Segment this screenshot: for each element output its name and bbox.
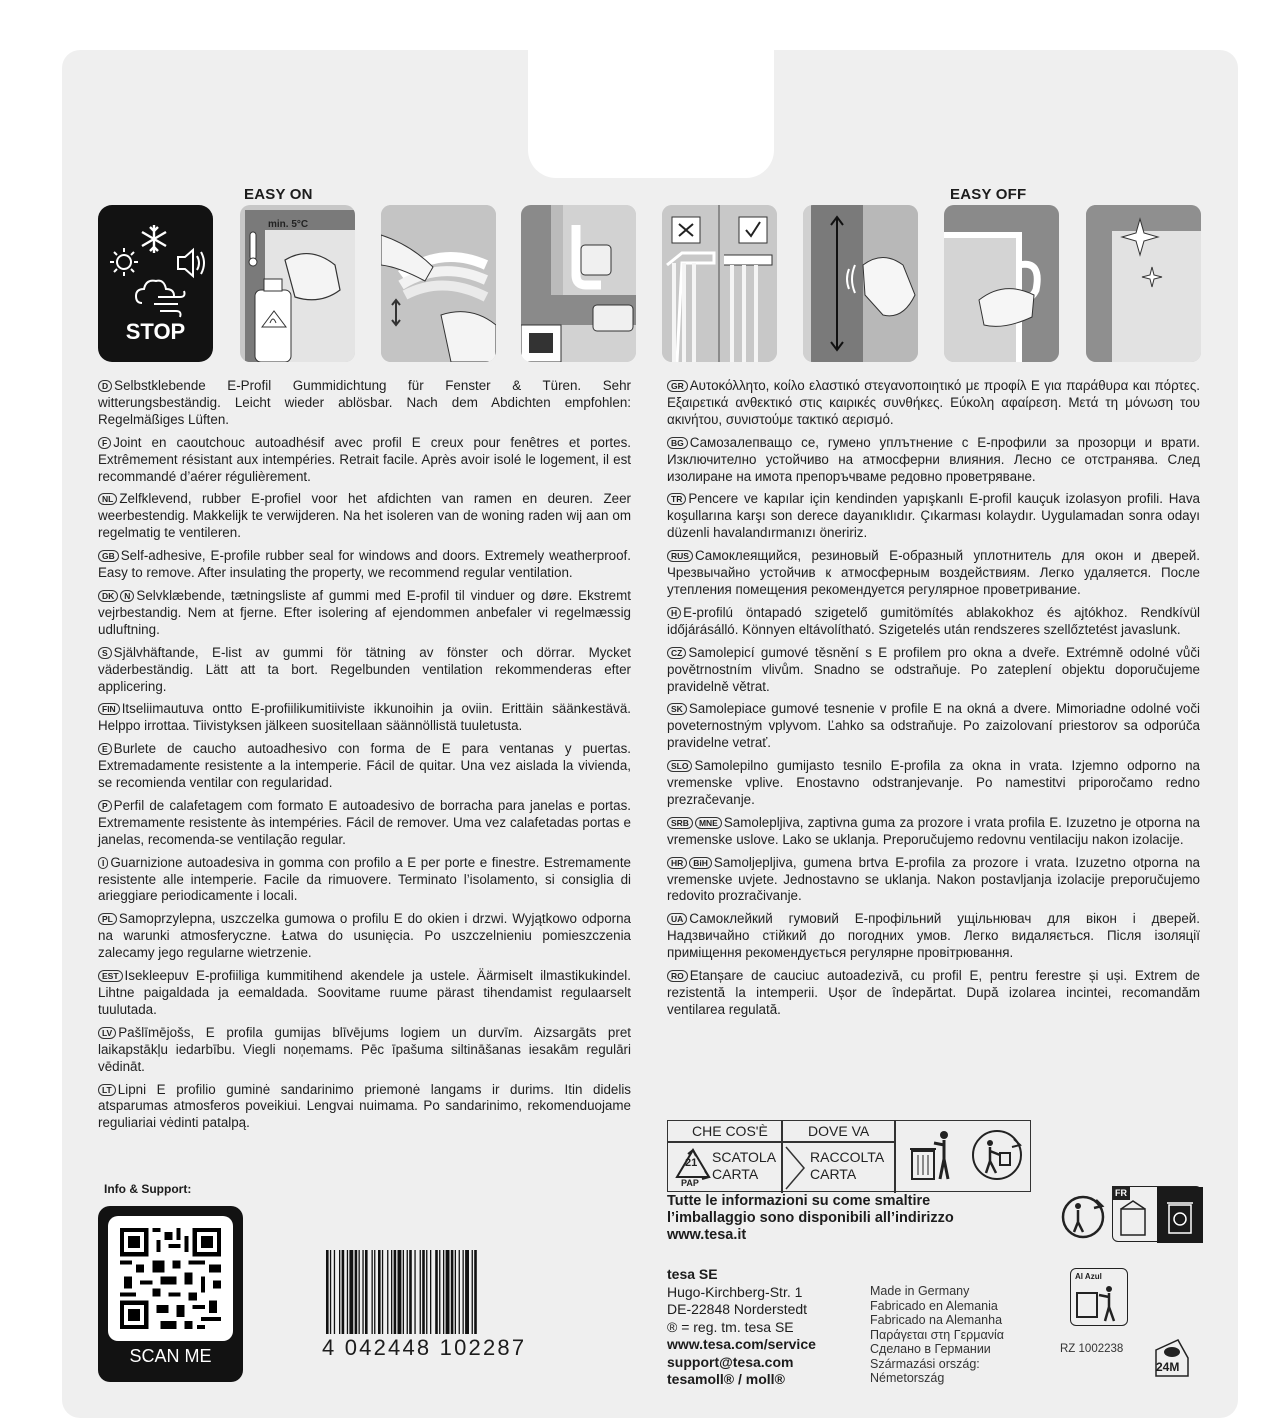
- barcode-bar: [355, 1250, 358, 1334]
- recycling-note-line1: Tutte le informazioni su come smaltire: [667, 1193, 931, 1209]
- barcode: [324, 1250, 564, 1334]
- panel-wrong-right: [662, 205, 777, 362]
- recycle-arrows-icon: [1058, 1192, 1108, 1242]
- instructions-right: [667, 378, 1200, 1025]
- barcode-bar: [349, 1250, 353, 1334]
- qr-code-panel[interactable]: [98, 1206, 243, 1382]
- barcode-bar: [398, 1250, 402, 1334]
- lang-block-ua: UA Самоклейкий гумовий Е-профільний ущільнювач для вікон і дверей. Надзвичайно стійкий до погодних умов. Легко видаляється. Після ізоляції приміщення рекомендується регулярне провітрювання.: [667, 911, 1200, 961]
- recycling-note-line2: l’imballaggio sono disponibili all’indirizzo: [667, 1210, 954, 1226]
- pao-icon: [1152, 1336, 1192, 1378]
- sun-icon: [110, 248, 138, 276]
- made-in-line: Сделано в Германии: [870, 1342, 991, 1356]
- cloud-wind-icon: [136, 281, 185, 317]
- lang-block-fin: FIN Itseliimautuva ontto E-profiilikumitiiviste ikkunoihin ja oviin. Erittäin säänkestävä. Helppo irrottaa. Tiivistyksen jälkeen suositellaan säännöllistä tuuletusta.: [98, 701, 631, 734]
- panel-peel-strip: [381, 205, 496, 362]
- arrow-icon: [784, 1145, 808, 1191]
- destination-line2: CARTA: [810, 1166, 857, 1182]
- barcode-bar: [463, 1250, 464, 1334]
- barcode-bar: [472, 1250, 473, 1334]
- barcode-bar: [446, 1250, 450, 1334]
- qr-code-icon: [120, 1228, 221, 1329]
- service-website-link[interactable]: www.tesa.com/service: [667, 1336, 816, 1352]
- lang-block-est: EST Isekleepuv E-profiiliga kummitihend akendele ja ustele. Äärmiselt ilmastikukindel. Lihtne paigaldada ja eemaldada. Soovitame ruume pärast tihendamist regulaarselt tuulutada.: [98, 968, 631, 1017]
- barcode-bar: [334, 1250, 335, 1334]
- lang-block-pl: PL Samoprzylepna, uszczelka gumowa o profilu E do okien i drzwi. Wyjątkowo odporna na warunki atmosferyczne. Łatwa do usunięcia. Po uszczelnieniu pomieszczenia zalecamy jego regularne wietrzenie.: [98, 911, 631, 961]
- material-line1: SCATOLA: [712, 1149, 777, 1165]
- barcode-bar: [387, 1250, 388, 1334]
- lang-block-p: P Perfil de calafetagem com formato E autoadesivo de borracha para janelas e portas. Extremamente resistente às intempéries. Fácil de remover. Uma vez calafetadas portas e janelas, recomenda-se ventilação regular.: [98, 797, 631, 847]
- lang-block-tr: TR Pencere ve kapılar için kendinden yapışkanlı E-profil kauçuk izolasyon profili. Hava koşullarına karşı son derece dayanıklıdır. Çıkarması kolaydır. Uygulamadan sonra odayı düzenli havalandırmanızı öneririz.: [667, 491, 1200, 541]
- barcode-bar: [459, 1250, 460, 1334]
- trademark-note: ® = reg. tm. tesa SE: [667, 1318, 794, 1335]
- panel-press-corner: [521, 205, 636, 362]
- barcode-bar: [420, 1250, 421, 1334]
- instructions-left: [98, 378, 631, 1138]
- lang-block-lv: LV Pašlīmējošs, E profila gumijas blīvējums logiem un durvīm. Aizsargāts pret laikapstākļu iedarbību. Viegli noņemams. Pēc īpašuma siltināšanas iesakām regulāri vēdināt.: [98, 1024, 631, 1074]
- barcode-bar: [339, 1250, 340, 1334]
- barcode-bar: [451, 1250, 454, 1334]
- lang-block-cz: CZ Samolepicí gumové těsnění s E profilem pro okna a dveře. Extrémně odolné vůči povětrnostním vlivům. Snadno se odstraňuje. Po zateplení objektu doporučujeme pravidelně větrat.: [667, 644, 1200, 694]
- info-support-label: Info & Support:: [104, 1182, 192, 1196]
- recycle-person-icon: [968, 1127, 1026, 1183]
- recycling-website-link[interactable]: www.tesa.it: [667, 1227, 747, 1243]
- barcode-bar: [347, 1250, 348, 1334]
- barcode-bar: [439, 1250, 440, 1334]
- barcode-bar: [330, 1250, 331, 1334]
- barcode-bar: [382, 1250, 383, 1334]
- barcode-bar: [435, 1250, 438, 1334]
- lang-block-nl: NL Zelfklevend, rubber E-profiel voor het afdichten van ramen en deuren. Zeer weerbestendig. Makkelijk te verwijderen. Na het isoleren van de woning raden wij aan om regelmatig te ventileren.: [98, 491, 631, 541]
- thermometer-label: min. 5°C: [268, 219, 309, 230]
- pap-number: 21: [685, 1157, 698, 1169]
- barcode-bar: [394, 1250, 397, 1334]
- lang-block-dk-n: DK N Selvklæbende, tætningsliste af gummi med E-profil til vinduer og døre. Ekstremt vejrbestandig. Nem at fjerne. Efter isolering af ejendommen anbefaler vi regelmæssig udluftning.: [98, 587, 631, 637]
- lang-block-rus: RUS Самоклеящийся, резиновый Е-образный уплотнитель для окон и дверей. Чрезвычайно устойчив к атмосферным воздействиям. Легко удаляется. После утепления помещения рекомендуется регулярное проветривание.: [667, 548, 1200, 597]
- barcode-bar: [326, 1250, 329, 1334]
- barcode-bar: [409, 1250, 412, 1334]
- barcode-bar: [362, 1250, 363, 1334]
- barcode-bar: [378, 1250, 381, 1334]
- company-name: tesa SE: [667, 1266, 718, 1282]
- recycling-header-where: DOVE VA: [808, 1123, 870, 1139]
- lang-block-d: D Selbstklebende E-Profil Gummidichtung für Fenster & Türen. Sehr witterungsbeständig. Leicht wieder ablösbar. Nach dem Abdichten empfohlen: Regelmäßiges Lüften.: [98, 378, 631, 427]
- made-in-line: Németország: [870, 1371, 945, 1385]
- recycling-table: [667, 1120, 1031, 1192]
- bin-person-icon: [908, 1127, 954, 1183]
- barcode-bar: [359, 1250, 360, 1334]
- panel-remove-strip: [944, 205, 1059, 362]
- stop-label: STOP: [125, 319, 186, 344]
- brand-names: tesamoll® / moll®: [667, 1371, 785, 1387]
- hang-hole: [528, 50, 774, 178]
- barcode-bar: [414, 1250, 415, 1334]
- recycling-header-what: CHE COS'È: [692, 1123, 768, 1139]
- triman-logo: [1112, 1186, 1202, 1242]
- made-in-line: Származási ország:: [870, 1356, 980, 1371]
- lang-block-f: F Joint en caoutchouc autoadhésif avec profil E creux pour fenêtres et portes. Extrêmement résistant aux intempéries. Retrait facile. Après avoir isolé le logement, il est recommandé d’aérer régulièrement.: [98, 434, 631, 484]
- barcode-bar: [374, 1250, 375, 1334]
- lang-block-i: I Guarnizione autoadesiva in gomma con profilo a E per porte e finestre. Estremamente resistente alle intemperie. Facile da rimuovere. Terminato l’isolamento, si consiglia di arieggiare periodicamente i locali.: [98, 854, 631, 904]
- destination-line1: RACCOLTA: [810, 1149, 885, 1165]
- lang-block-e: E Burlete de caucho autoadhesivo con forma de E para ventanas y puertas. Extremadamente resistente a la intemperie. Fácil de quitar. Una vez aislada la vivienda, se recomienda ventilar con regularidad.: [98, 741, 631, 791]
- barcode-bar: [430, 1250, 431, 1334]
- lang-block-hr-bih: HR BiH Samoljepljiva, gumena brtva E-profila za prozore i vrata. Izuzetno otporna na vremenske uvjete. Jednostavno se uklanja. Nakon postavljanja izolacije preporučujemo redovito prozračivanje.: [667, 854, 1200, 904]
- barcode-bar: [474, 1250, 477, 1334]
- al-azul-logo: [1070, 1268, 1128, 1326]
- stop-panel: [98, 205, 213, 362]
- made-in-line: Fabricado na Alemanha: [870, 1313, 1003, 1327]
- barcode-bar: [407, 1250, 408, 1334]
- support-email-link[interactable]: support@tesa.com: [667, 1353, 794, 1370]
- snowflake-icon: [142, 225, 166, 253]
- barcode-bar: [365, 1250, 368, 1334]
- pao-label: 24M: [1156, 1360, 1180, 1374]
- lang-block-lt: LT Lipni E profilio guminė sandarinimo priemonė langams ir durims. Itin didelis atsparumas atmosferos poveikiui. Lengvai nuimama. Po sandarinimo, rekomenduojame reguliariai vėdinti patalpą.: [98, 1081, 631, 1131]
- al-azul-label: Al Azul: [1075, 1272, 1102, 1281]
- company-city: DE-22848 Norderstedt: [667, 1301, 808, 1317]
- lang-block-gr: GR Αυτοκόλλητο, κοίλο ελαστικό στεγανοποιητικό με προφίλ Ε για παράθυρα και πόρτες. Εξαιρετικά ανθεκτικό στις καιρικές συνθήκες. Εύκολη αφαίρεση. Μετά τη μόνωση του ακινήτου, συνιστούμε τακτικό αερισμό.: [667, 378, 1200, 427]
- made-in-list: [870, 1284, 1004, 1386]
- material-line2: CARTA: [712, 1166, 759, 1182]
- lang-block-bg: BG Самозалепващо се, гумено уплътнение с Е-профили за прозорци и врати. Изключително устойчиво на атмосферни влияния. Лесно се отстранява. След изолиране на имота препоръчваме редовно проветряване.: [667, 434, 1200, 484]
- barcode-digits: 4 042448 102287: [322, 1335, 527, 1360]
- barcode-bar: [465, 1250, 469, 1334]
- lang-block-h: H E-profilú öntapadó szigetelő gumitömítés ablakokhoz és ajtókhoz. Rendkívül időjárásálló. Könnyen eltávolítható. Szigetelés után rendszeres szellőztetést javaslunk.: [667, 604, 1200, 637]
- lang-block-sk: SK Samolepiace gumové tesnenie v profile E na okná a dvere. Mimoriadne odolné voči poveternostným vplyvom. Ľahko sa odstraňuje. Po zaizolovaní priestorov sa odporúča pravidelne vetrať.: [667, 701, 1200, 751]
- barcode-bar: [403, 1250, 404, 1334]
- lang-block-srb-mne: SRB MNE Samolepljiva, zaptivna guma za prozore i vrata profila E. Izuzetno je otporna na vremenske uslove. Lako se uklanja. Preporučujemo redovnu ventilaciju nakon izolacije.: [667, 814, 1200, 847]
- recycling-note: [667, 1193, 954, 1244]
- panel-press-frame: [803, 205, 918, 362]
- company-street: Hugo-Kirchberg-Str. 1: [667, 1283, 803, 1300]
- made-in-line: Fabricado en Alemania: [870, 1298, 998, 1313]
- barcode-bar: [443, 1250, 444, 1334]
- barcode-bar: [455, 1250, 456, 1334]
- qr-code[interactable]: [108, 1216, 233, 1341]
- made-in-line: Παράγεται στη Γερμανία: [870, 1327, 1004, 1342]
- easy-on-label: EASY ON: [244, 186, 313, 203]
- company-info: [667, 1266, 816, 1389]
- barcode-bar: [426, 1250, 427, 1334]
- lang-block-slo: SLO Samolepilno gumijasto tesnilo E-profila za okna in vrata. Izjemno odporno na vremenske vplive. Enostavno odstranjevanje. Po namestitvi priporočamo redno prezračevanje.: [667, 758, 1200, 807]
- lang-block-s: S Självhäftande, E-list av gummi för tätning av fönster och dörrar. Mycket väderbeständig. Lätt att ta bort. Regelbunden ventilation rekommenderas efter applicering.: [98, 644, 631, 694]
- pap-label: PAP: [681, 1178, 699, 1188]
- lang-block-ro: RO Etanșare de cauciuc autoadezivă, cu profil E, pentru ferestre și uși. Extrem de rezistentă la intemperii. Ușor de îndepărtat. După izolarea incintei, recomandăm ventilarea regulată.: [667, 968, 1200, 1017]
- lang-block-gb: GB Self-adhesive, E-profile rubber seal for windows and doors. Extremely weatherproof. Easy to remove. After insulating the property, we recommend regular ventilation.: [98, 548, 631, 581]
- panel-clean-frame: [1086, 205, 1201, 362]
- made-in-line: Made in Germany: [870, 1284, 970, 1298]
- reference-code: RZ 1002238: [1060, 1343, 1124, 1355]
- fr-badge: FR: [1112, 1186, 1130, 1200]
- barcode-bar: [391, 1250, 392, 1334]
- barcode-bar: [342, 1250, 345, 1334]
- easy-off-label: EASY OFF: [950, 186, 1027, 203]
- sound-icon: [178, 250, 204, 276]
- scan-me-label[interactable]: SCAN ME: [129, 1346, 212, 1366]
- barcode-bar: [372, 1250, 373, 1334]
- barcode-bar: [422, 1250, 425, 1334]
